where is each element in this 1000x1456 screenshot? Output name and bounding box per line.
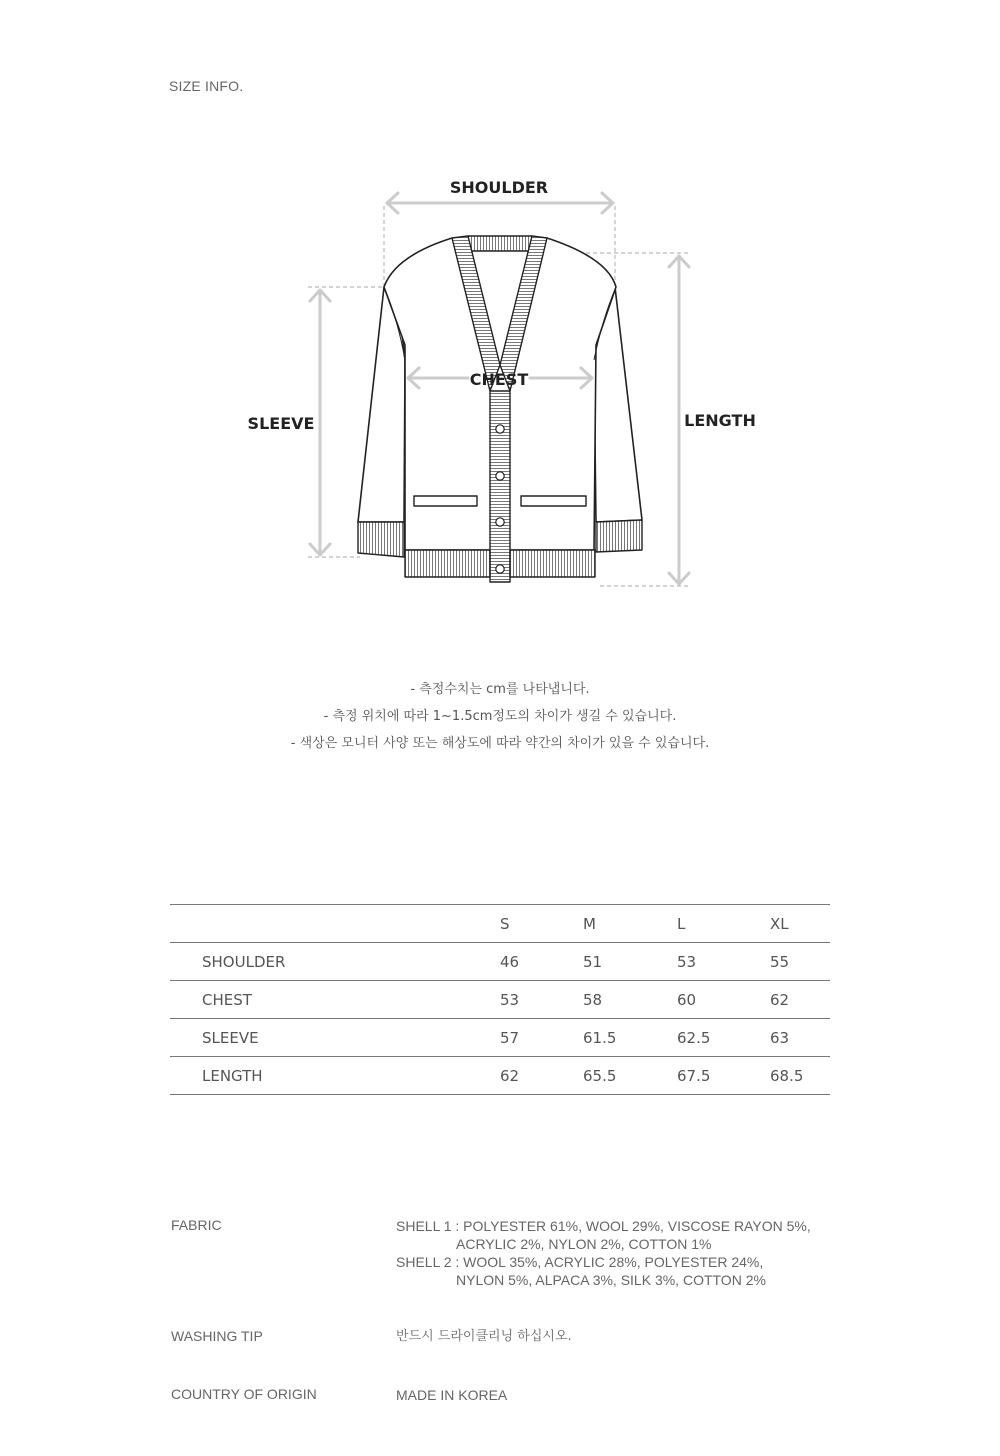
table-cell: 60 [677,990,697,1009]
note-line: - 측정 위치에 따라 1~1.5cm정도의 차이가 생길 수 있습니다. [323,709,677,724]
origin-label: COUNTRY OF ORIGIN [171,1386,317,1402]
fabric-label: FABRIC [171,1217,222,1233]
table-cell: 67.5 [677,1066,711,1085]
row-label: SLEEVE [202,1028,259,1047]
origin-value: MADE IN KOREA [396,1387,508,1403]
note-line: - 측정수치는 cm를 나타냅니다. [410,682,590,697]
fabric-line: ACRYLIC 2%, NYLON 2%, COTTON 1% [456,1236,712,1252]
table-cell: 53 [500,990,520,1009]
fabric-line: SHELL 2 : WOOL 35%, ACRYLIC 28%, POLYESTER 24%, [396,1254,764,1270]
table-row [170,1019,830,1057]
table-cell: 55 [770,952,790,971]
table-row [170,943,830,981]
header-cell: L [677,914,686,933]
row-label: CHEST [202,990,252,1009]
table-cell: 51 [583,952,603,971]
table-cell: 46 [500,952,520,971]
table-row [170,981,830,1019]
chest-label: CHEST [469,370,529,389]
shoulder-label: SHOULDER [449,178,549,197]
fabric-value [396,1217,816,1289]
table-cell: 62 [770,990,790,1009]
table-cell: 57 [500,1028,520,1047]
header-cell: M [583,914,596,933]
table-cell: 62 [500,1066,520,1085]
left-pocket [414,496,477,506]
table-cell: 62.5 [677,1028,711,1047]
table-header-row [170,905,830,943]
fabric-line: SHELL 1 : POLYESTER 61%, WOOL 29%, VISCOSE RAYON 5%, [396,1218,811,1234]
table-cell: 68.5 [770,1066,804,1085]
right-pocket [521,496,586,506]
fabric-line: NYLON 5%, ALPACA 3%, SILK 3%, COTTON 2% [456,1272,766,1288]
table-cell: 61.5 [583,1028,617,1047]
hem-rib-left [405,550,490,577]
left-cuff [358,522,404,557]
cardigan-size-diagram [0,150,1000,600]
row-label: SHOULDER [202,952,286,971]
page-heading: SIZE INFO. [169,78,244,94]
cardigan-illustration [358,236,642,582]
button-placket [490,391,510,582]
note-line: - 색상은 모니터 사양 또는 해상도에 따라 약간의 차이가 있을 수 있습니다. [290,736,710,751]
hem-rib-right [510,550,595,577]
measurement-notes [0,680,1000,761]
length-label: LENGTH [684,411,756,430]
table-row [170,1057,830,1095]
header-cell: XL [770,914,789,933]
washing-label: WASHING TIP [171,1328,263,1344]
table-cell: 53 [677,952,697,971]
washing-value: 반드시 드라이클리닝 하십시오. [396,1329,572,1344]
sleeve-label: SLEEVE [247,414,315,433]
table-cell: 65.5 [583,1066,617,1085]
right-cuff [596,520,642,552]
table-cell: 63 [770,1028,790,1047]
row-label: LENGTH [202,1066,263,1085]
table-cell: 58 [583,990,603,1009]
back-neck-rib [468,236,532,251]
header-cell: S [500,914,510,933]
size-table [170,904,830,1095]
